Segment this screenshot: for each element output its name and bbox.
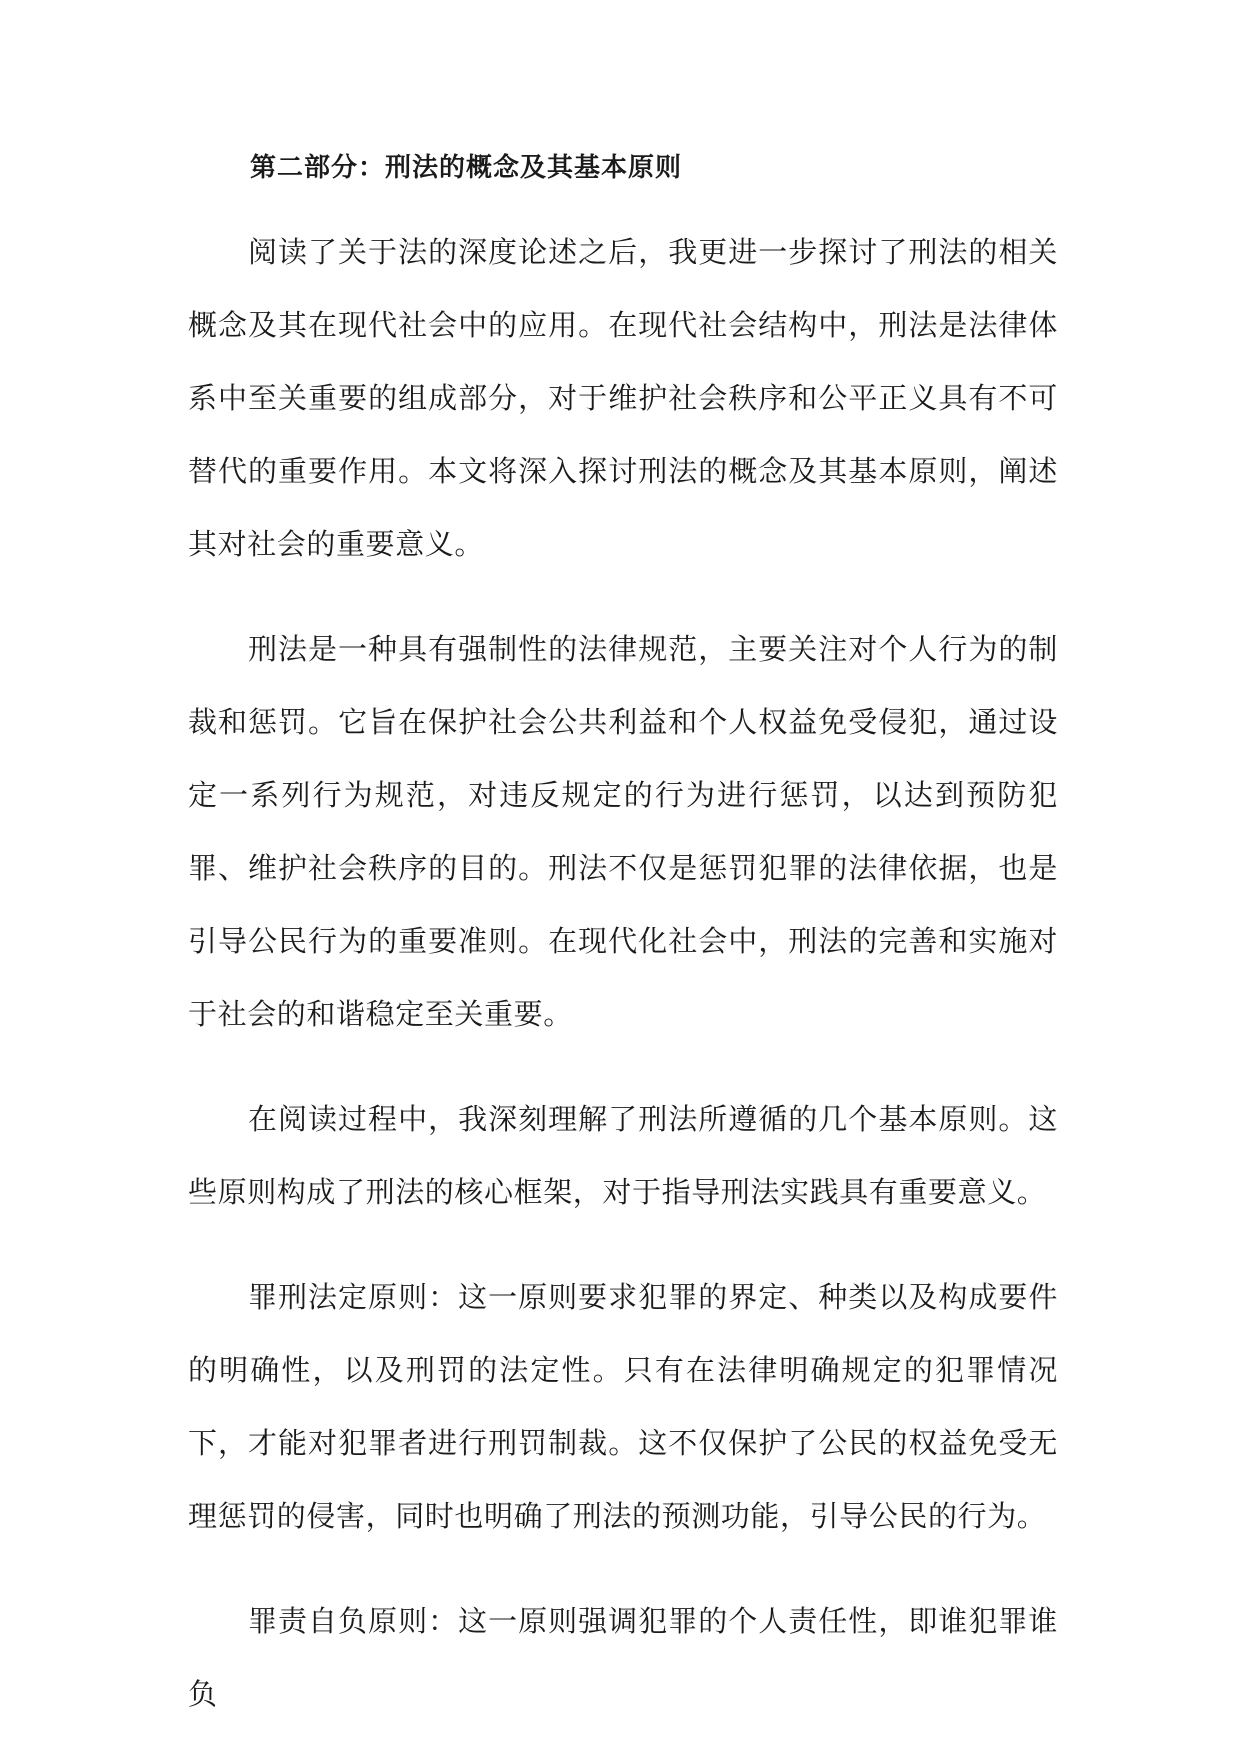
section-heading: 第二部分：刑法的概念及其基本原则 [250, 153, 683, 183]
paragraph-legality-principle: 罪刑法定原则：这一原则要求犯罪的界定、种类以及构成要件的明确性，以及刑罚的法定性。只有在法律明确规定的犯罪情况下，才能对犯罪者进行刑罚制裁。这不仅保护了公民的权益免受无理惩罚的侵害，同时也明确了刑法的预测功能，引导公民的行为。 [188, 1280, 1058, 1533]
document-body [188, 150, 1058, 1731]
paragraph-basic-principles: 在阅读过程中，我深刻理解了刑法所遵循的几个基本原则。这些原则构成了刑法的核心框架，对于指导刑法实践具有重要意义。 [188, 1102, 1058, 1209]
paragraph-intro: 阅读了关于法的深度论述之后，我更进一步探讨了刑法的相关概念及其在现代社会中的应用。在现代社会结构中，刑法是法律体系中至关重要的组成部分，对于维护社会秩序和公平正义具有不可替代的重要作用。本文将深入探讨刑法的概念及其基本原则，阐述其对社会的重要意义。 [188, 235, 1058, 561]
paragraph-criminal-law-definition: 刑法是一种具有强制性的法律规范，主要关注对个人行为的制裁和惩罚。它旨在保护社会公共利益和个人权益免受侵犯，通过设定一系列行为规范，对违反规定的行为进行惩罚，以达到预防犯罪、维护社会秩序的目的。刑法不仅是惩罚犯罪的法律依据，也是引导公民行为的重要准则。在现代化社会中，刑法的完善和实施对于社会的和谐稳定至关重要。 [188, 632, 1058, 1031]
paragraph-individual-responsibility-principle: 罪责自负原则：这一原则强调犯罪的个人责任性，即谁犯罪谁负 [188, 1604, 1058, 1711]
